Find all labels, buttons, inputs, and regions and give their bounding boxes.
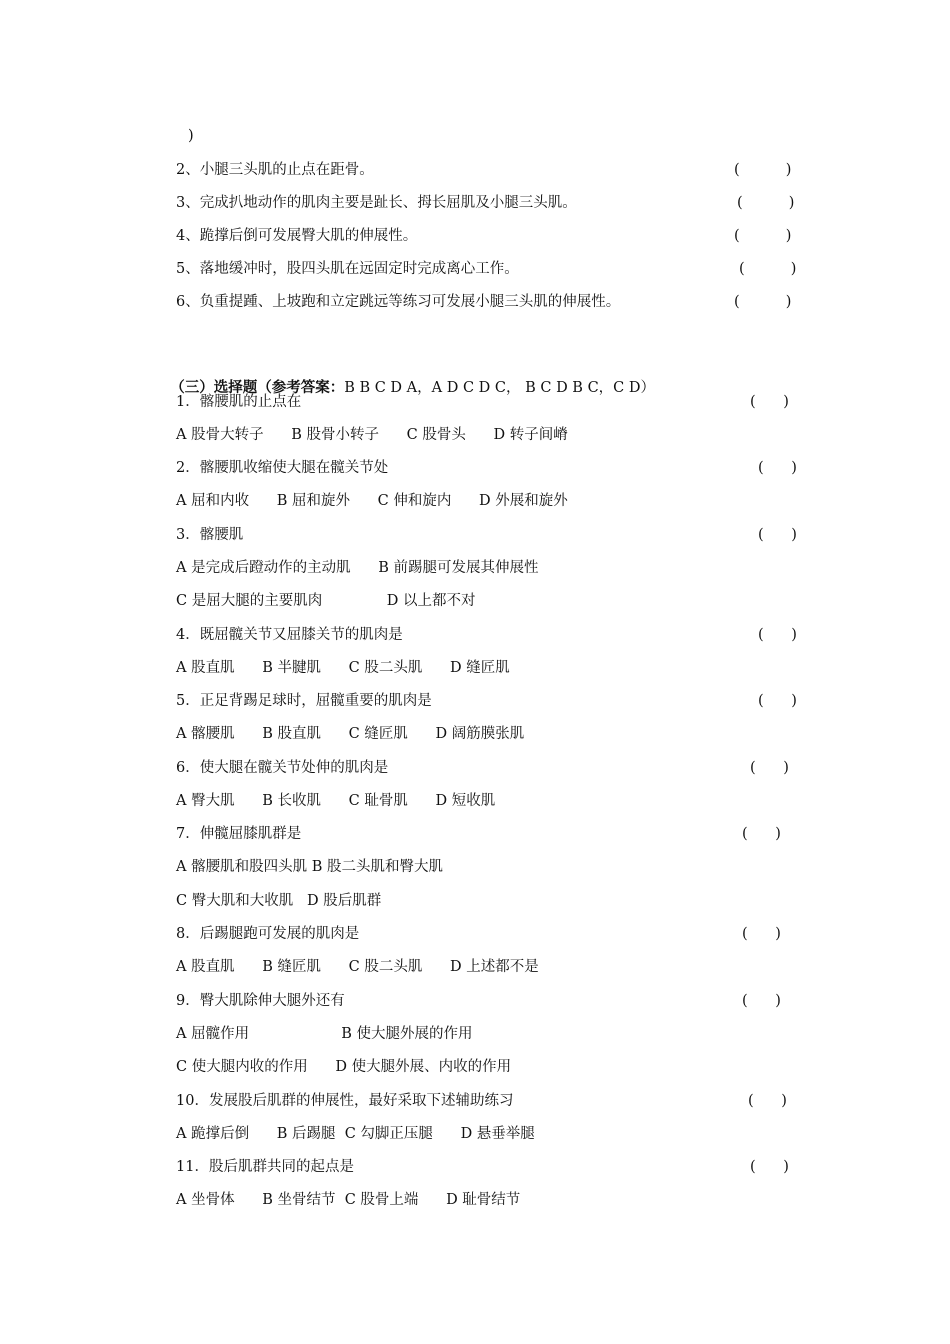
answer-bracket: ( ) (748, 1093, 787, 1109)
question-options: A 跪撑后倒 B 后踢腿 C 勾脚正压腿 D 悬垂举腿 (176, 1126, 535, 1142)
question-options: A 屈和内收 B 屈和旋外 C 伸和旋内 D 外展和旋外 (176, 493, 568, 509)
tf-item: 5、落地缓冲时，股四头肌在远固定时完成离心工作。 (176, 261, 519, 277)
answer-bracket: ( ) (734, 294, 792, 310)
answer-bracket: ( ) (758, 627, 797, 643)
question: 8．后踢腿跑可发展的肌肉是 (176, 926, 360, 942)
answer-bracket: ( ) (758, 693, 797, 709)
question: 11．股后肌群共同的起点是 (176, 1159, 354, 1175)
answer-bracket: ( ) (739, 261, 797, 277)
answer-bracket: ( ) (750, 394, 789, 410)
question-options: A 股直肌 B 缝匠肌 C 股二头肌 D 上述都不是 (176, 959, 539, 975)
question-options: A 股直肌 B 半腱肌 C 股二头肌 D 缝匠肌 (176, 660, 510, 676)
answer-bracket: ( ) (742, 826, 781, 842)
question-options: C 使大腿内收的作用 D 使大腿外展、内收的作用 (176, 1059, 512, 1075)
question: 9．臀大肌除伸大腿外还有 (176, 993, 345, 1009)
continuation-paren: ) (188, 128, 194, 144)
section-answers: B B C D A，A D C D C， B C D B C，C D） (344, 380, 655, 396)
answer-bracket: ( ) (742, 993, 781, 1009)
question: 3．髂腰肌 (176, 527, 244, 543)
question-options: A 髂腰肌 B 股直肌 C 缝匠肌 D 阔筋膜张肌 (176, 726, 525, 742)
question-options: A 是完成后蹬动作的主动肌 B 前踢腿可发展其伸展性 (176, 560, 539, 576)
question: 7．伸髋屈膝肌群是 (176, 826, 302, 842)
answer-bracket: ( ) (758, 527, 797, 543)
answer-bracket: ( ) (734, 228, 792, 244)
question: 6．使大腿在髋关节处伸的肌肉是 (176, 760, 389, 776)
question-options: A 髂腰肌和股四头肌 B 股二头肌和臀大肌 (176, 859, 443, 875)
question-options: C 臀大肌和大收肌 D 股后肌群 (176, 893, 382, 909)
question-options: A 股骨大转子 B 股骨小转子 C 股骨头 D 转子间嵴 (176, 427, 568, 443)
answer-bracket: ( ) (750, 760, 789, 776)
answer-bracket: ( ) (734, 162, 792, 178)
question: 10．发展股后肌群的伸展性，最好采取下述辅助练习 (176, 1093, 514, 1109)
answer-bracket: ( ) (750, 1159, 789, 1175)
question: 5．正足背踢足球时，屈髋重要的肌肉是 (176, 693, 432, 709)
question-options: A 臀大肌 B 长收肌 C 耻骨肌 D 短收肌 (176, 793, 496, 809)
question: 4．既屈髋关节又屈膝关节的肌肉是 (176, 627, 403, 643)
answer-bracket: ( ) (737, 195, 795, 211)
tf-item: 4、跪撑后倒可发展臀大肌的伸展性。 (176, 228, 418, 244)
tf-item: 3、完成扒地动作的肌肉主要是趾长、拇长屈肌及小腿三头肌。 (176, 195, 577, 211)
question-options: C 是屈大腿的主要肌肉 D 以上都不对 (176, 593, 476, 609)
question-options: A 坐骨体 B 坐骨结节 C 股骨上端 D 耻骨结节 (176, 1192, 521, 1208)
tf-item: 6、负重提踵、上坡跑和立定跳远等练习可发展小腿三头肌的伸展性。 (176, 294, 621, 310)
answer-bracket: ( ) (742, 926, 781, 942)
answer-bracket: ( ) (758, 460, 797, 476)
question: 2．髂腰肌收缩使大腿在髋关节处 (176, 460, 389, 476)
question: 1．髂腰肌的止点在 (176, 394, 302, 410)
section-title: （三）选择题（参考答案： (170, 379, 345, 396)
tf-item: 2、小腿三头肌的止点在距骨。 (176, 162, 374, 178)
question-options: A 屈髋作用 B 使大腿外展的作用 (176, 1026, 473, 1042)
